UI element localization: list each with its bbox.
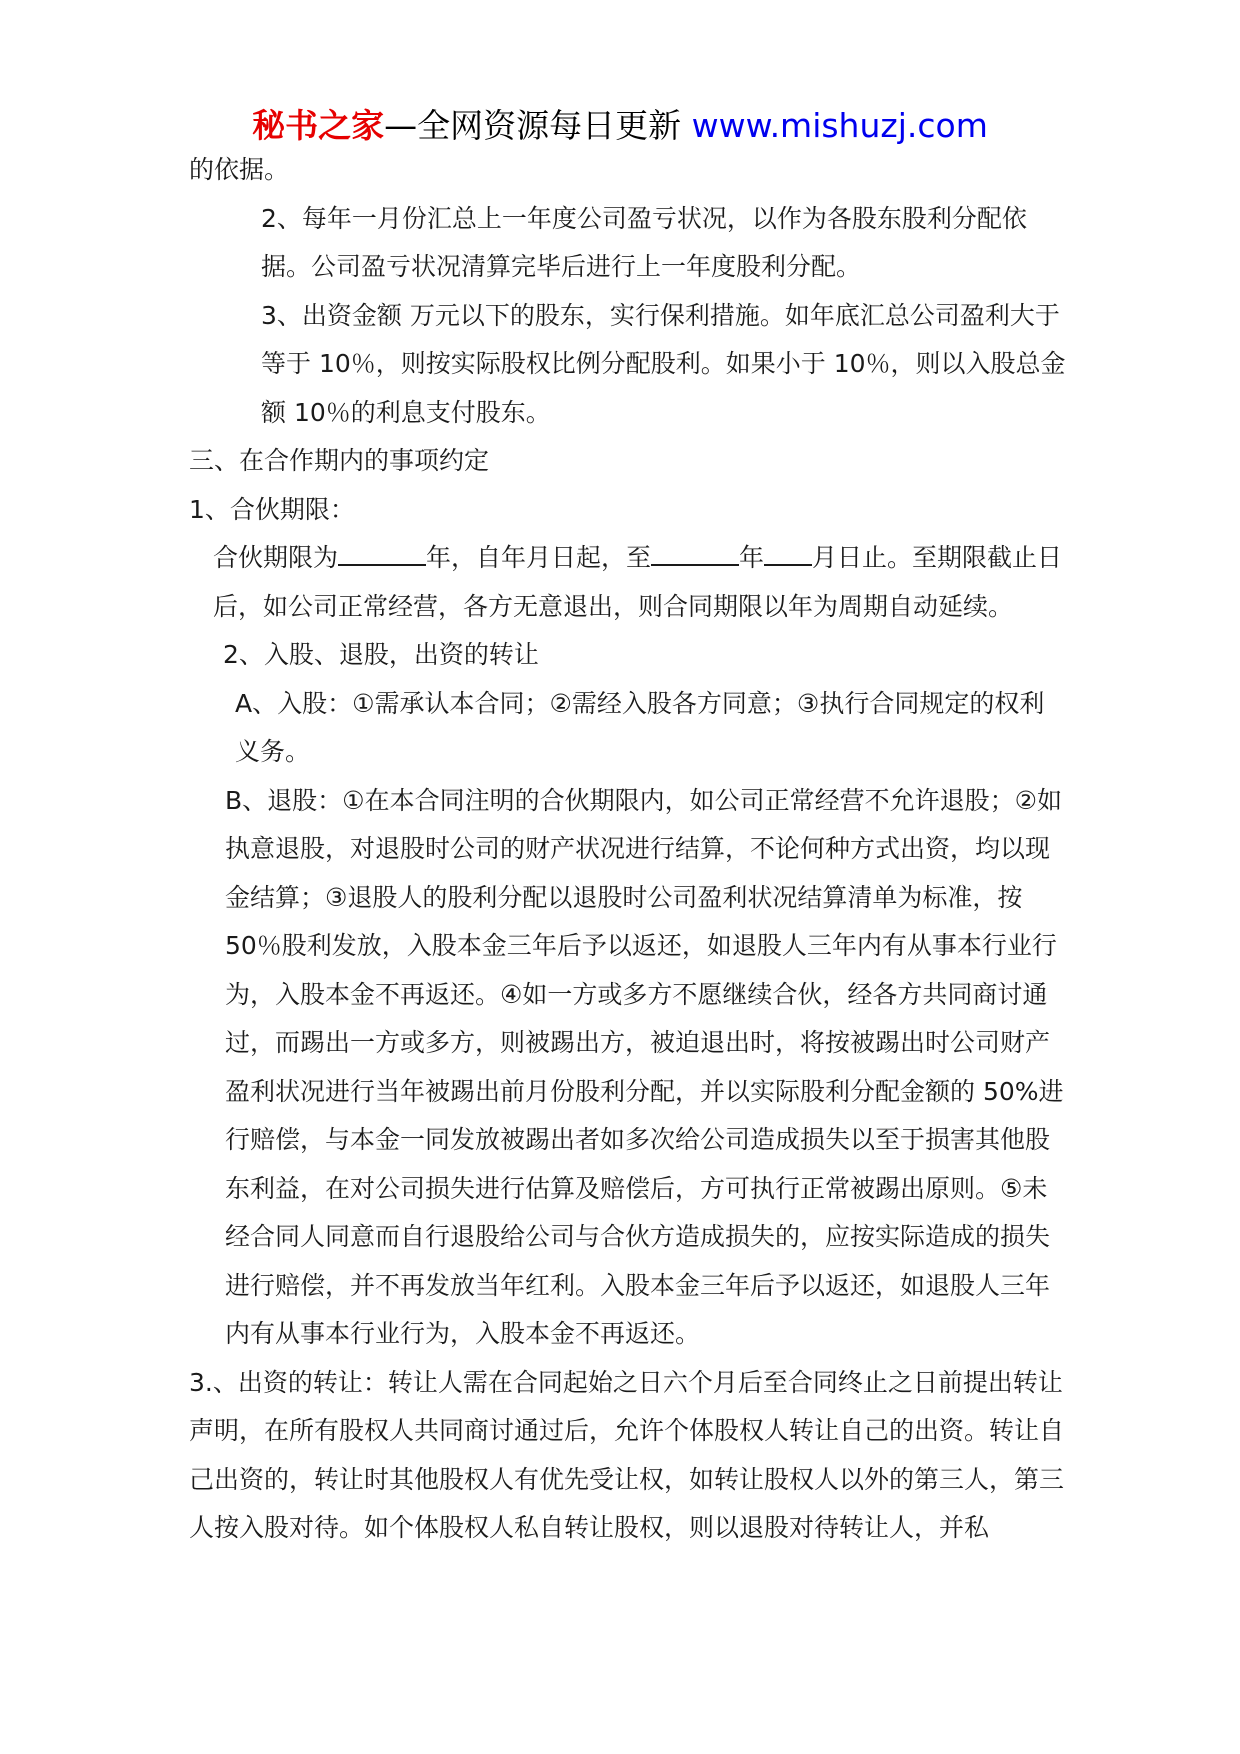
paragraph-item-3 <box>189 292 1069 438</box>
subsection-heading-1: 1、合伙期限： <box>189 494 355 524</box>
paragraph-withdraw-shares <box>189 777 1069 1359</box>
paragraph-item-2-text: 2、每年一月份汇总上一年度公司盈亏状况，以作为各股东股利分配依据。公司盈亏状况清算完毕后进行上一年度股利分配。 <box>261 203 1027 281</box>
paragraph-item-2 <box>189 195 1069 292</box>
term-text-4: 月日止。至期限截止日后，如公司正常经营，各方无意退出，则合同期限以年为周期自动延续。 <box>213 543 1063 621</box>
term-text-1: 合伙期限为 <box>213 543 339 572</box>
document-body <box>189 146 1069 1553</box>
blank-end-year-field <box>651 538 739 566</box>
term-text-2: 年，自年月日起，至 <box>426 543 652 572</box>
partnership-term-paragraph <box>189 534 1069 631</box>
paragraph-item-3-text: 3、出资金额 万元以下的股东，实行保利措施。如年底汇总公司盈利大于等于 10％，则按实际股权比例分配股利。如果小于 10％，则以入股总金额 10％的利息支付股东。 <box>261 300 1066 427</box>
term-text-3: 年 <box>739 543 765 572</box>
site-header <box>0 104 1240 148</box>
blank-end-month-field <box>764 538 812 566</box>
site-url-link[interactable]: www.mishuzj.com <box>691 106 988 145</box>
section-heading-3: 三、在合作期内的事项约定 <box>189 446 490 475</box>
brand-name: 秘书之家 <box>252 106 385 145</box>
paragraph-join-shares <box>189 680 1069 777</box>
paragraph-capital-transfer: 3.、出资的转让：转让人需在合同起始之日六个月后至合同终止之日前提出转让声明，在所有股权人共同商讨通过后，允许个体股权人转让自己的出资。转让自己出资的，转让时其他股权人有优先受让权，如转让股权人以外的第三人，第三人按入股对待。如个体股权人私自转让股权，则以退股对待转让人，并私 <box>189 1367 1065 1542</box>
subsection-heading-2: 2、入股、退股，出资的转让 <box>223 640 539 669</box>
join-shares-text: A、入股：①需承认本合同；②需经入股各方同意；③执行合同规定的权利义务。 <box>235 688 1045 766</box>
paragraph-continuation: 的依据。 <box>189 155 290 184</box>
header-tagline: —全网资源每日更新 <box>384 106 682 145</box>
withdraw-shares-text: B、退股：①在本合同注明的合伙期限内，如公司正常经营不允许退股；②如执意退股，对退股时公司的财产状况进行结算，不论何种方式出资，均以现金结算；③退股人的股利分配以退股时公司盈利状况结算清单为标准，按 50％股利发放，入股本金三年后予以返还，如退股人三年内有从事本行业行为，入股本金不再返还。④如一方或多方不愿继续合伙，经各方共同商讨通过，而踢出一方或多方，则被踢出方，被迫退出时，将按被踢出时公司财产盈利状况进行当年被踢出前月份股利分配，并以实际股利分配金额的 50%进行赔偿，与本金一同发放被踢出者如多次给公司造成损失以至于损害其他股东利益，在对公司损失进行估算及赔偿后，方可执行正常被踢出原则。⑤未经合同人同意而自行退股给公司与合伙方造成损失的，应按实际造成的损失进行赔偿，并不再发放当年红利。入股本金三年后予以返还，如退股人三年内有从事本行业行为，入股本金不再返还。 <box>225 785 1064 1348</box>
blank-years-field <box>338 538 426 566</box>
